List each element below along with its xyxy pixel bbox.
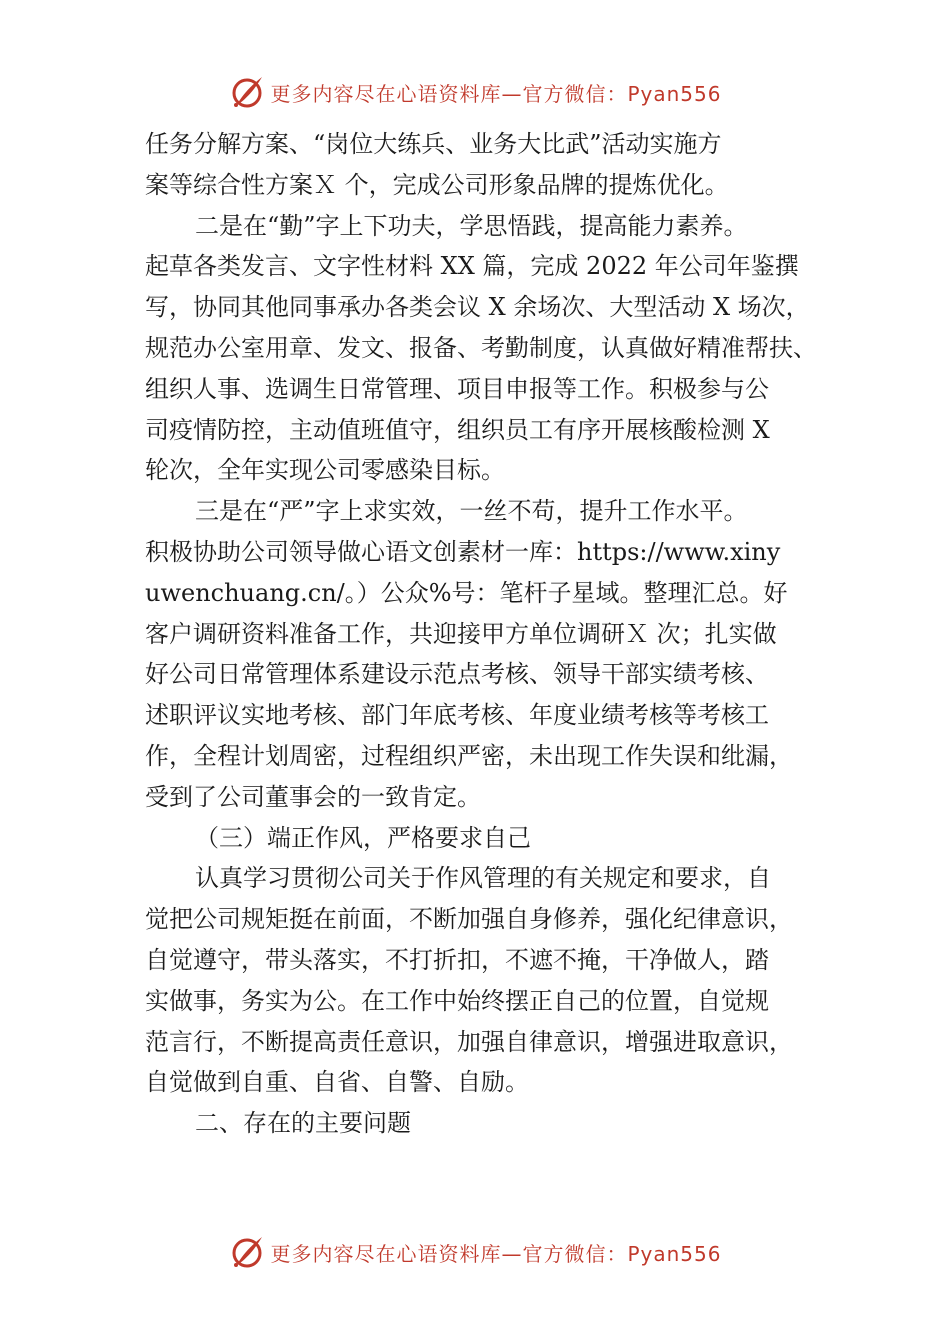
text-line: 述职评议实地考核、部门年底考核、年度业绩考核等考核工 xyxy=(145,701,769,730)
text-line: 自觉做到自重、自省、自警、自励。 xyxy=(145,1068,529,1097)
header-banner-text: 更多内容尽在心语资料库—官方微信：Pyan556 xyxy=(270,81,722,106)
text-line: 觉把公司规矩挺在前面，不断加强自身修养，强化纪律意识， xyxy=(145,905,793,934)
text-line: 司疫情防控，主动值班值守，组织员工有序开展核酸检测 X xyxy=(145,415,770,444)
text-line: 受到了公司董事会的一致肯定。 xyxy=(145,782,481,811)
text-line: 认真学习贯彻公司关于作风管理的有关规定和要求，自 xyxy=(195,864,771,893)
text-line: 作，全程计划周密，过程组织严密，未出现工作失误和纰漏， xyxy=(145,741,793,770)
text-line: 客户调研资料准备工作，共迎接甲方单位调研Ｘ 次；扎实做 xyxy=(145,619,777,648)
text-line: 实做事，务实为公。在工作中始终摆正自己的位置，自觉规 xyxy=(145,986,769,1015)
quill-pen-logo-icon xyxy=(228,1233,266,1271)
text-line: 规范办公室用章、发文、报备、考勤制度，认真做好精准帮扶、 xyxy=(145,333,817,362)
text-line: 案等综合性方案Ｘ 个，完成公司形象品牌的提炼优化。 xyxy=(145,170,729,199)
text-line: 自觉遵守，带头落实，不打折扣，不遮不掩，干净做人，踏 xyxy=(145,945,769,974)
text-line: （三）端正作风，严格要求自己 xyxy=(195,823,531,852)
text-line: 任务分解方案、“岗位大练兵、业务大比武”活动实施方 xyxy=(145,130,722,158)
text-line: 起草各类发言、文字性材料 XX 篇，完成 2022 年公司年鉴撰 xyxy=(145,252,799,281)
quill-pen-logo-icon xyxy=(228,73,266,111)
footer-banner xyxy=(0,1232,950,1272)
header-banner xyxy=(0,72,950,112)
text-line: 三是在“严”字上求实效，一丝不苟，提升工作水平。 xyxy=(195,497,748,526)
footer-banner-text: 更多内容尽在心语资料库—官方微信：Pyan556 xyxy=(270,1241,722,1266)
document-body xyxy=(145,124,835,1144)
text-line: 二、存在的主要问题 xyxy=(195,1109,411,1138)
text-line: uwenchuang.cn/。）公众%号：笔杆子星域。整理汇总。好 xyxy=(145,578,788,607)
text-line: 范言行，不断提高责任意识，加强自律意识，增强进取意识， xyxy=(145,1027,793,1056)
text-line: 二是在“勤”字上下功夫，学思悟践，提高能力素养。 xyxy=(195,211,748,240)
text-line: 积极协助公司领导做心语文创素材一库：https://www.xiny xyxy=(145,537,781,566)
text-line: 好公司日常管理体系建设示范点考核、领导干部实绩考核、 xyxy=(145,660,769,689)
text-line: 写，协同其他同事承办各类会议 X 余场次、大型活动 X 场次， xyxy=(145,293,810,322)
text-line: 组织人事、选调生日常管理、项目申报等工作。积极参与公 xyxy=(145,374,769,403)
text-line: 轮次，全年实现公司零感染目标。 xyxy=(145,456,505,485)
